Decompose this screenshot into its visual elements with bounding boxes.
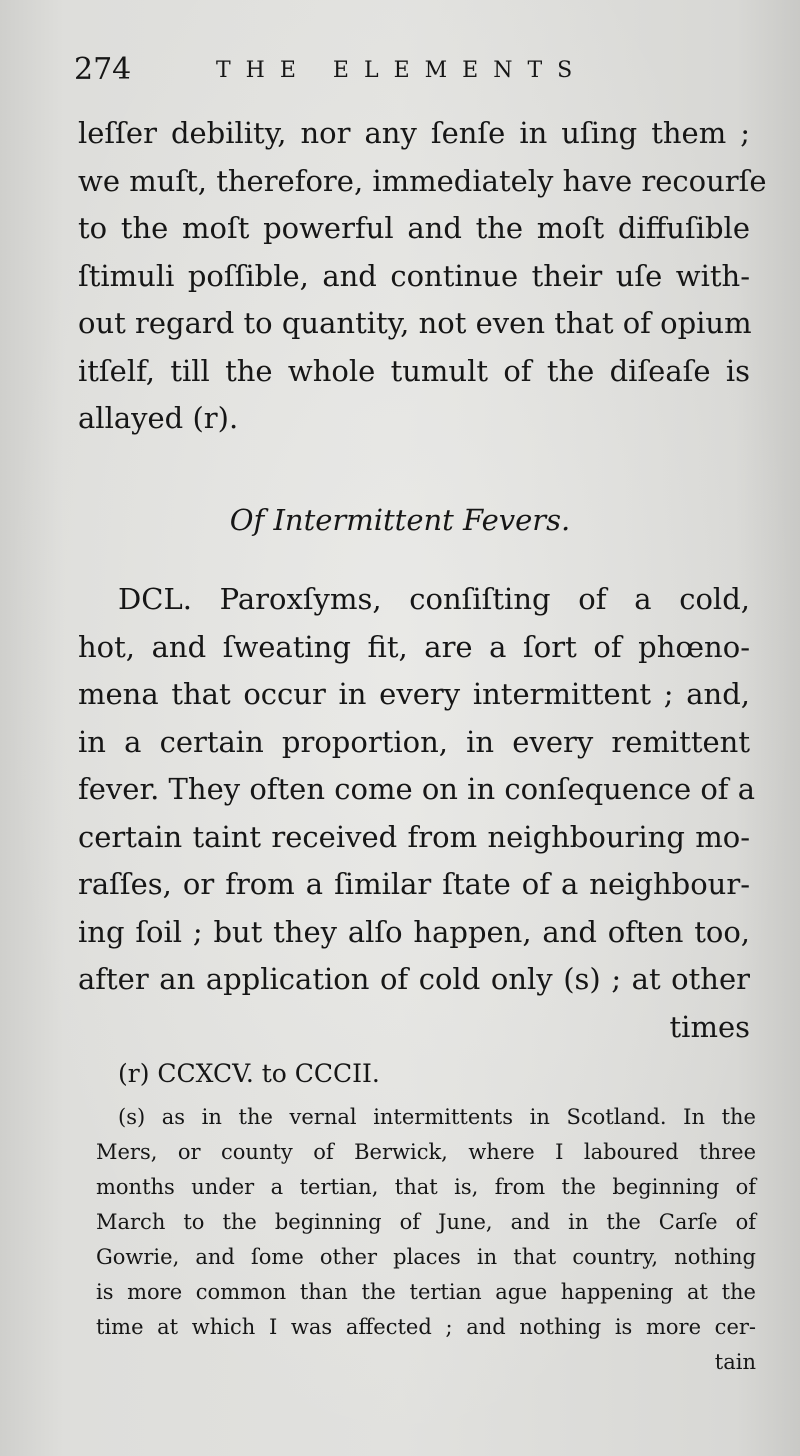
footnote-line: Gowrie, and ſome other places in that country, nothing: [96, 1245, 756, 1269]
text-line: out regard to quantity, not even that of opium: [78, 306, 752, 340]
text-line: ing ſoil ; but they alſo happen, and often too,: [78, 914, 750, 949]
text-line: raſſes, or from a ſimilar ſtate of a neighbour-: [78, 867, 750, 901]
text-line: to the moſt powerful and the moſt diffuſible: [78, 211, 750, 245]
text-line: leſſer debility, nor any ſenſe in uſing them ;: [78, 116, 750, 150]
footnotes: [96, 1056, 756, 1380]
section-heading: Of Intermittent Fevers.: [229, 503, 571, 537]
page-header: [74, 52, 734, 96]
text-line: DCL. Paroxſyms, conſiſting of a cold,: [118, 582, 750, 616]
text-line: certain taint received from neighbouring mo-: [78, 819, 750, 854]
footnote-catchword: tain: [714, 1350, 756, 1374]
text-line: ſtimuli poſſible, and continue their uſe with-: [78, 258, 750, 293]
footnote-line: Mers, or county of Berwick, where I laboured three: [96, 1140, 756, 1164]
footnote-line: (s) as in the vernal intermittents in Scotland. In the: [118, 1105, 756, 1129]
footnote-line: is more common than the tertian ague happening at the: [96, 1280, 756, 1304]
first-paragraph: [78, 110, 767, 443]
footnote-line: time at which I was affected ; and nothing is more cer-: [96, 1315, 756, 1339]
text-line: itſelf, till the whole tumult of the diſeaſe is: [78, 353, 750, 388]
text-line: we muſt, therefore, immediately have recourſe: [78, 163, 767, 198]
second-paragraph: [78, 576, 756, 1051]
text-line: in a certain proportion, in every remittent: [78, 724, 750, 759]
text-line: hot, and ſweating fit, are a ſort of phœno-: [78, 629, 750, 664]
text-line: fever. They often come on in conſequence of a: [78, 772, 756, 806]
footnote-r: (r) CCXCV. to CCCII.: [118, 1059, 380, 1088]
footnote-s: [96, 1100, 756, 1380]
text-line: mena that occur in every intermittent ; and,: [78, 677, 750, 711]
page-number: 274: [74, 52, 132, 87]
running-title: THE ELEMENTS: [216, 58, 588, 83]
catchword: times: [669, 1009, 750, 1044]
text-line: allayed (r).: [78, 401, 239, 435]
text-line: after an application of cold only (s) ; at other: [78, 962, 750, 996]
footnote-line: months under a tertian, that is, from the beginning of: [96, 1175, 756, 1199]
footnote-line: March to the beginning of June, and in the Carſe of: [96, 1210, 756, 1234]
